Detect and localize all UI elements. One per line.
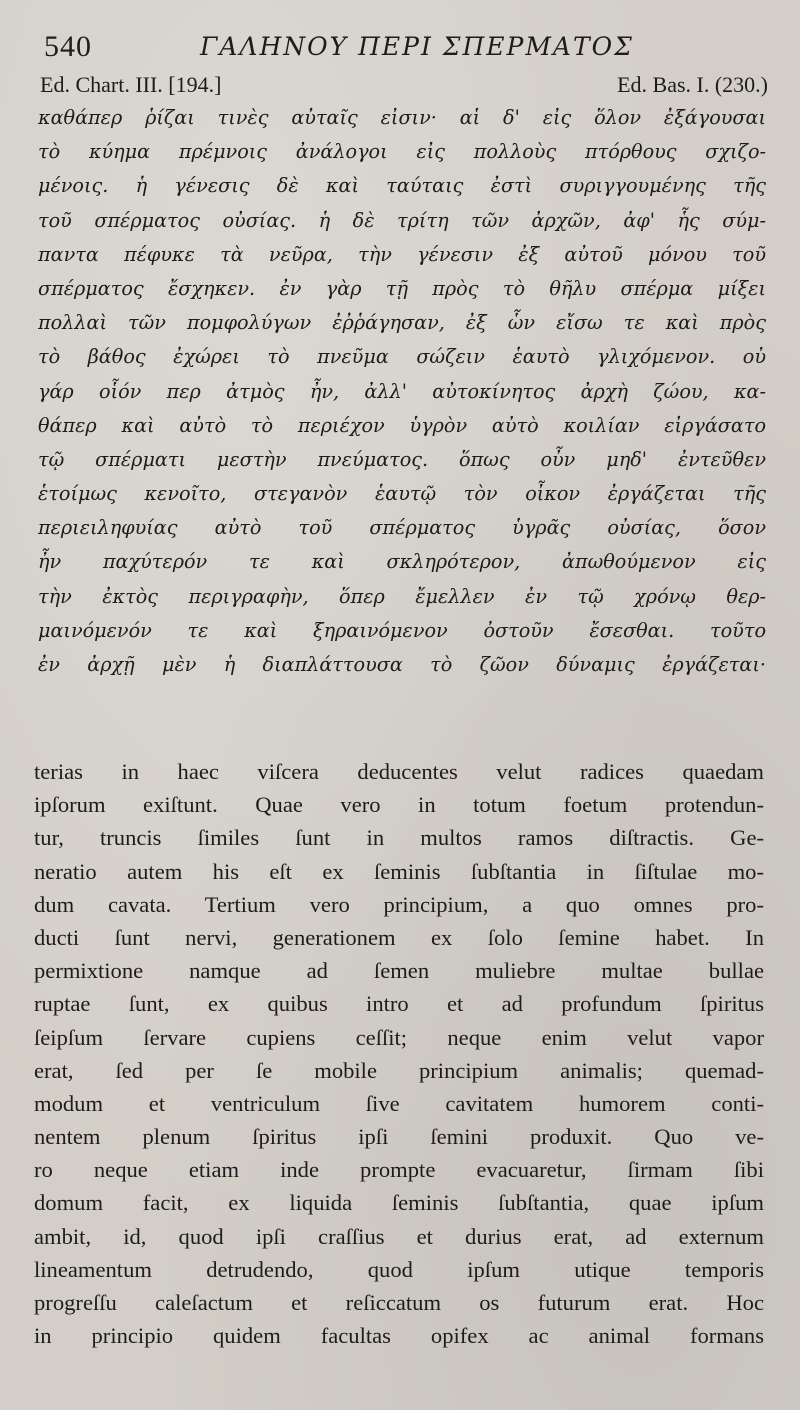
edition-ref-basel: Ed. Bas. I. (230.)	[617, 72, 768, 97]
latin-text-line: terias in haec viſcera deducentes velut radices quaedam	[34, 759, 764, 784]
greek-text-line: τοῦ σπέρματος οὐσίας. ἡ δὲ τρίτη τῶν ἀρχῶν, ἀφ' ἧς σύμ-	[38, 208, 766, 232]
greek-text-line: πολλαὶ τῶν πομφολύγων ἐῤῥάγησαν, ἐξ ὧν εἴσω τε καὶ πρὸς	[38, 311, 766, 335]
latin-text-line: erat, ſed per ſe mobile principium animalis; quemad-	[34, 1057, 764, 1083]
greek-text-line: τὸ βάθος ἐχώρει τὸ πνεῦμα σώζειν ἑαυτὸ γλιχόμενον. οὐ	[38, 345, 766, 369]
latin-text-block	[34, 755, 764, 1352]
greek-text-line: ἦν παχύτερόν τε καὶ σκληρότερον, ἀπωθούμενον εἰς	[38, 550, 766, 574]
greek-text-line: τὸ κύημα πρέμνοις ἀνάλογοι εἰς πολλοὺς πτόρθους σχιζο-	[38, 140, 766, 164]
greek-text-line: γάρ οἷόν περ ἀτμὸς ἦν, ἀλλ' αὐτοκίνητος ἀρχὴ ζώου, κα-	[38, 379, 766, 403]
edition-references	[40, 72, 768, 102]
latin-text-line: ſeipſum ſervare cupiens ceſſit; neque enim velut vapor	[34, 1024, 764, 1050]
latin-text-line: dum cavata. Tertium vero principium, a quo omnes pro-	[34, 891, 764, 917]
greek-text-line: τῷ σπέρματι μεστὴν πνεύματος. ὅπως οὖν μηδ' ἐντεῦθεν	[38, 447, 766, 471]
latin-text-line: domum facit, ex liquida ſeminis ſubſtantia, quae ipſum	[34, 1190, 764, 1216]
latin-text-line: tur, truncis ſimiles ſunt in multos ramos diſtractis. Ge-	[34, 825, 764, 851]
edition-ref-chartier: Ed. Chart. III. [194.]	[40, 72, 222, 97]
greek-text-line: παντα πέφυκε τὰ νεῦρα, τὴν γένεσιν ἐξ αὐτοῦ μόνου τοῦ	[38, 242, 766, 266]
greek-text-line: θάπερ καὶ αὐτὸ τὸ περιέχον ὑγρὸν αὐτὸ κοιλίαν εἰργάσατο	[38, 413, 766, 437]
greek-text-line: μένοις. ἡ γένεσις δὲ καὶ ταύταις ἐστὶ συριγγουμένης τῆς	[38, 174, 766, 198]
latin-text-line: modum et ventriculum ſive cavitatem humorem conti-	[34, 1090, 764, 1116]
latin-text-line: in principio quidem facultas opifex ac animal formans	[34, 1323, 764, 1349]
latin-text-line: ro neque etiam inde prompte evacuaretur, ſirmam ſibi	[34, 1157, 764, 1183]
latin-text-line: ducti ſunt nervi, generationem ex ſolo ſemine habet. In	[34, 924, 764, 950]
latin-text-line: neratio autem his eſt ex ſeminis ſubſtantia in ſiſtulae mo-	[34, 858, 764, 884]
latin-text-line: nentem plenum ſpiritus ipſi ſemini produxit. Quo ve-	[34, 1124, 764, 1150]
running-title: ΓΑΛΗΝΟΥ ΠΕΡΙ ΣΠΕΡΜΑΤΟΣ	[200, 32, 634, 61]
greek-text-line: περιειληφυίας αὐτὸ τοῦ σπέρματος ὑγρᾶς οὐσίας, ὅσον	[38, 516, 766, 540]
greek-text-line: σπέρματος ἔσχηκεν. ἐν γὰρ τῇ πρὸς τὸ θῆλυ σπέρμα μίξει	[38, 276, 766, 300]
latin-text-line: lineamentum detrudendo, quod ipſum utique temporis	[34, 1256, 764, 1282]
greek-text-line: ἐν ἀρχῇ μὲν ἡ διαπλάττουσα τὸ ζῶον δύναμις ἐργάζεται·	[38, 653, 766, 676]
latin-text-line: ipſorum exiſtunt. Quae vero in totum foetum protendun-	[34, 792, 764, 818]
page-number: 540	[44, 30, 92, 63]
latin-text-line: ambit, id, quod ipſi craſſius et durius erat, ad externum	[34, 1223, 764, 1249]
greek-text-line: μαινόμενόν τε καὶ ξηραινόμενον ὀστοῦν ἔσεσθαι. τοῦτο	[38, 618, 766, 642]
page-header	[40, 20, 764, 70]
latin-text-line: ruptae ſunt, ex quibus intro et ad profundum ſpiritus	[34, 991, 764, 1017]
greek-text-line: καθάπερ ῥίζαι τινὲς αὐταῖς εἰσιν· αἱ δ' εἰς ὅλον ἐξάγουσαι	[38, 106, 766, 129]
greek-text-line: ἑτοίμως κενοῖτο, στεγανὸν ἑαυτῷ τὸν οἶκον ἐργάζεται τῆς	[38, 482, 766, 506]
latin-text-line: permixtione namque ad ſemen muliebre multae bullae	[34, 958, 764, 984]
latin-text-line: progreſſu caleſactum et reſiccatum os futurum erat. Hoc	[34, 1290, 764, 1315]
greek-text-block	[38, 101, 766, 682]
greek-text-line: τὴν ἐκτὸς περιγραφὴν, ὅπερ ἔμελλεν ἐν τῷ χρόνῳ θερ-	[38, 584, 766, 608]
